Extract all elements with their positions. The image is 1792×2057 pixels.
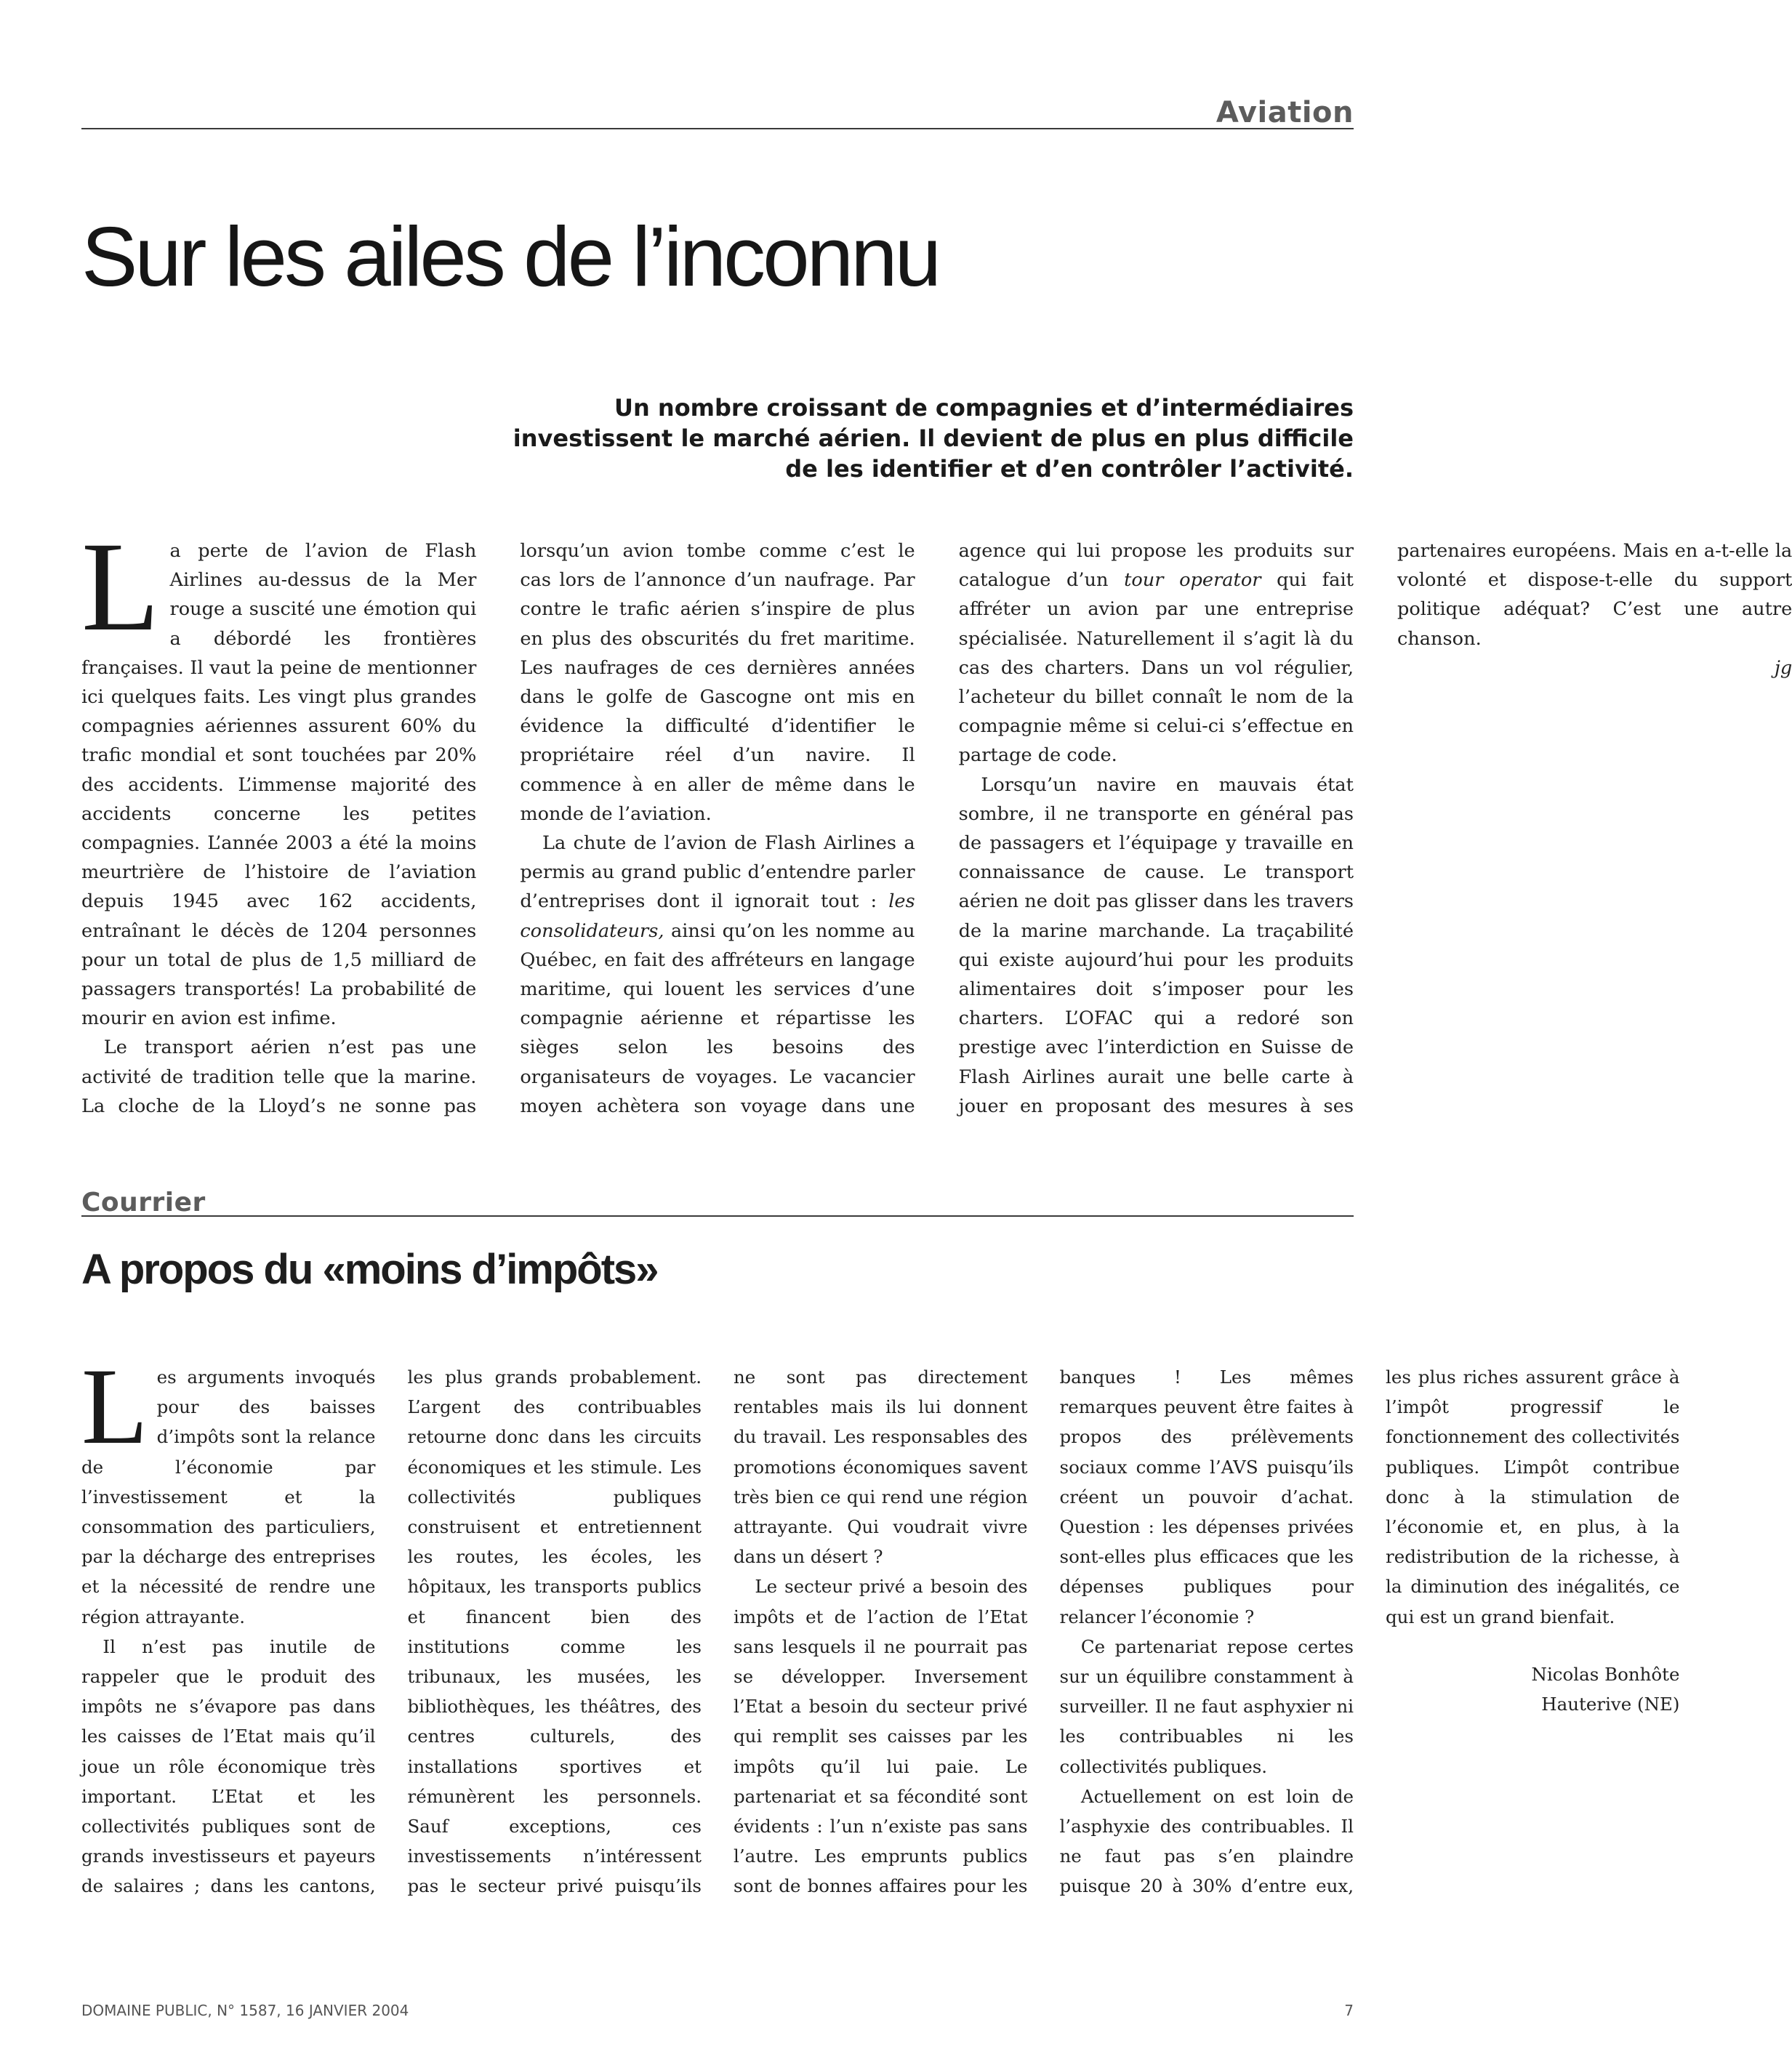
body-paragraph: La perte de l’avion de Flash Airlines au-dessus de la Mer rouge a suscité une émotion qui a débordé les frontières françaises. Il vaut la peine de mentionner ici quelques faits. Les vingt plus grandes compagnies aériennes assurent 60% du trafic mondial et sont touchées par 20% des accidents. L’immense majorité des accidents concerne les petites compagnies. L’année 2003 a été la moins meurtrière de l’histoire de l’aviation depuis 1945 avec 162 accidents, entraînant le décès de 1204 personnes pour un total de plus de 1,5 milliard de passagers transportés! La probabilité de mourir en avion est infime. xyxy=(81,516,477,1030)
article-title: Sur les ailes de l’inconnu xyxy=(81,209,939,304)
section-label-aviation: Aviation xyxy=(1216,96,1354,129)
article-lead: Un nombre croissant de compagnies et d’intermédiaires investissent le marché aérien. Il devient de plus en plus difficile de les identifier et d’en contrôler l’activité. xyxy=(513,394,1354,483)
letter-author-name: Nicolas Bonhôte xyxy=(1531,1663,1680,1685)
body-paragraph: Les arguments invoqués pour des baisses d’impôts sont la relance de l’économie par l’investissement et la consommation des particuliers, par la décharge des entreprises et la nécessité de rendre une région attrayante. xyxy=(81,1346,376,1627)
body-paragraph: Actuellement on est loin de l’asphyxie des contribuables. Il ne faut pas s’en plaindre puisque 20 à 30% d’entre eux, les plus riches assurent grâce à l’impôt progressif le fonctionnement des collectivités publiques. L’impôt contribue donc à la stimulation de l’économie et, en plus, à la redistribution de la richesse, à la diminution des inégalités, ce qui est un grand bienfait. xyxy=(1059,1366,1680,1897)
body-paragraph: Ce partenariat repose certes sur un équilibre constamment à surveiller. Il ne faut asphyxier ni les contribuables ni les collectivités publiques. xyxy=(1059,1635,1354,1777)
body-paragraph: Il n’est pas inutile de rappeler que le produit des impôts ne s’évapore pas dans les caisses de l’Etat mais qu’il joue un rôle économique très important. L’Etat et les collectivités publiques sont de grands investisseurs et payeurs de salaires ; dans les cantons, les plus grands probablement. L’argent des contribuables retourne donc dans les circuits économiques et les stimule. Les collectivités publiques construisent et entretiennent les routes, les écoles, les hôpitaux, les transports publics et financent bien des institutions comme les tribunaux, les musées, les bibliothèques, les théâtres, des centres culturels, des installations sportives et rémunèrent les personnels. Sauf exceptions, ces investissements n’intéressent pas le secteur privé puisqu’ils ne sont pas directement rentables mais ils lui donnent du travail. Les responsables des promotions économiques savent très bien ce qui rend une région attrayante. Qui voudrait vivre dans un désert ? xyxy=(81,1366,1028,1897)
letter-body xyxy=(81,1346,1680,1929)
letter-author-place: Hauterive (NE) xyxy=(1541,1694,1680,1715)
letter-title: A propos du «moins d’impôts» xyxy=(81,1246,658,1293)
body-paragraph: Le secteur privé a besoin des impôts et de l’action de l’Etat sans lesquels il ne pourrait pas se développer. Inversement l’Etat a besoin du secteur privé qui remplit ses caisses par les impôts qu’il lui paie. Le partenariat et sa fécondité sont évidents : l’un n’existe pas sans l’autre. Les emprunts publics sont de bonnes affaires pour les banques ! Les mêmes remarques peuvent être faites à propos des prélèvements sociaux comme l’AVS puisqu’ils créent un pouvoir d’achat. Question : les dépenses privées sont-elles plus efficaces que les dépenses publiques pour relancer l’économie ? xyxy=(734,1366,1354,1897)
body-paragraph: Le transport aérien n’est pas une activité de tradition telle que la marine. La cloche de la Lloyd’s ne sonne pas lorsqu’un avion tombe comme c’est le cas lors de l’annonce d’un naufrage. Par contre le trafic aérien s’inspire de plus en plus des obscurités du fret maritime. Les naufrages de ces dernières années dans le golfe de Gascogne ont mis en évidence la difficulté d’identifier le propriétaire réel d’un navire. Il commence à en aller de même dans le monde de l’aviation. xyxy=(81,540,915,1117)
section-rule-courrier xyxy=(81,1215,1354,1217)
drop-cap: L xyxy=(81,1346,148,1467)
author-signature: jg xyxy=(1774,656,1792,679)
emphasis: tour operator xyxy=(1124,569,1261,592)
footer-page-number: 7 xyxy=(1344,2002,1354,2019)
body-paragraph: Lorsqu’un navire en mauvais état sombre, il ne transporte en général pas de passagers et l’équipage y travaille en connaissance de cause. Le transport aérien ne doit pas glisser dans les travers de la marine marchande. La traçabilité qui existe aujourd’hui pour les produits alimentaires doit s’imposer pour les charters. L’OFAC qui a redoré son prestige avec l’interdiction en Suisse de Flash Airlines aurait une belle carte à jouer en proposant des mesures à ses partenaires européens. Mais en a-t-elle la volonté et dispose-t-elle du support politique adéquat? C’est une autre chanson. xyxy=(958,540,1792,1117)
article-body xyxy=(81,516,1792,1132)
section-label-courrier: Courrier xyxy=(81,1188,206,1217)
footer-publication: DOMAINE PUBLIC, N° 1587, 16 JANVIER 2004 xyxy=(81,2002,409,2019)
body-paragraph: La chute de l’avion de Flash Airlines a permis au grand public d’entendre parler d’entreprises dont il ignorait tout : les consolidateurs, ainsi qu’on les nomme au Québec, en fait des affréteurs en langage maritime, qui louent les services d’une compagnie aérienne et répartisse les sièges selon les besoins des organisateurs de voyages. Le vacancier moyen achètera son voyage dans une agence qui lui propose les produits sur catalogue d’un tour operator qui fait affréter un avion par une entreprise spécialisée. Naturellement il s’agit là du cas des charters. Dans un vol régulier, l’acheteur du billet connaît le nom de la compagnie même si celui-ci s’effectue en partage de code. xyxy=(520,540,1354,1117)
section-rule-aviation xyxy=(81,128,1354,129)
emphasis: les consolidateurs, xyxy=(520,890,915,942)
drop-cap: L xyxy=(81,516,160,658)
